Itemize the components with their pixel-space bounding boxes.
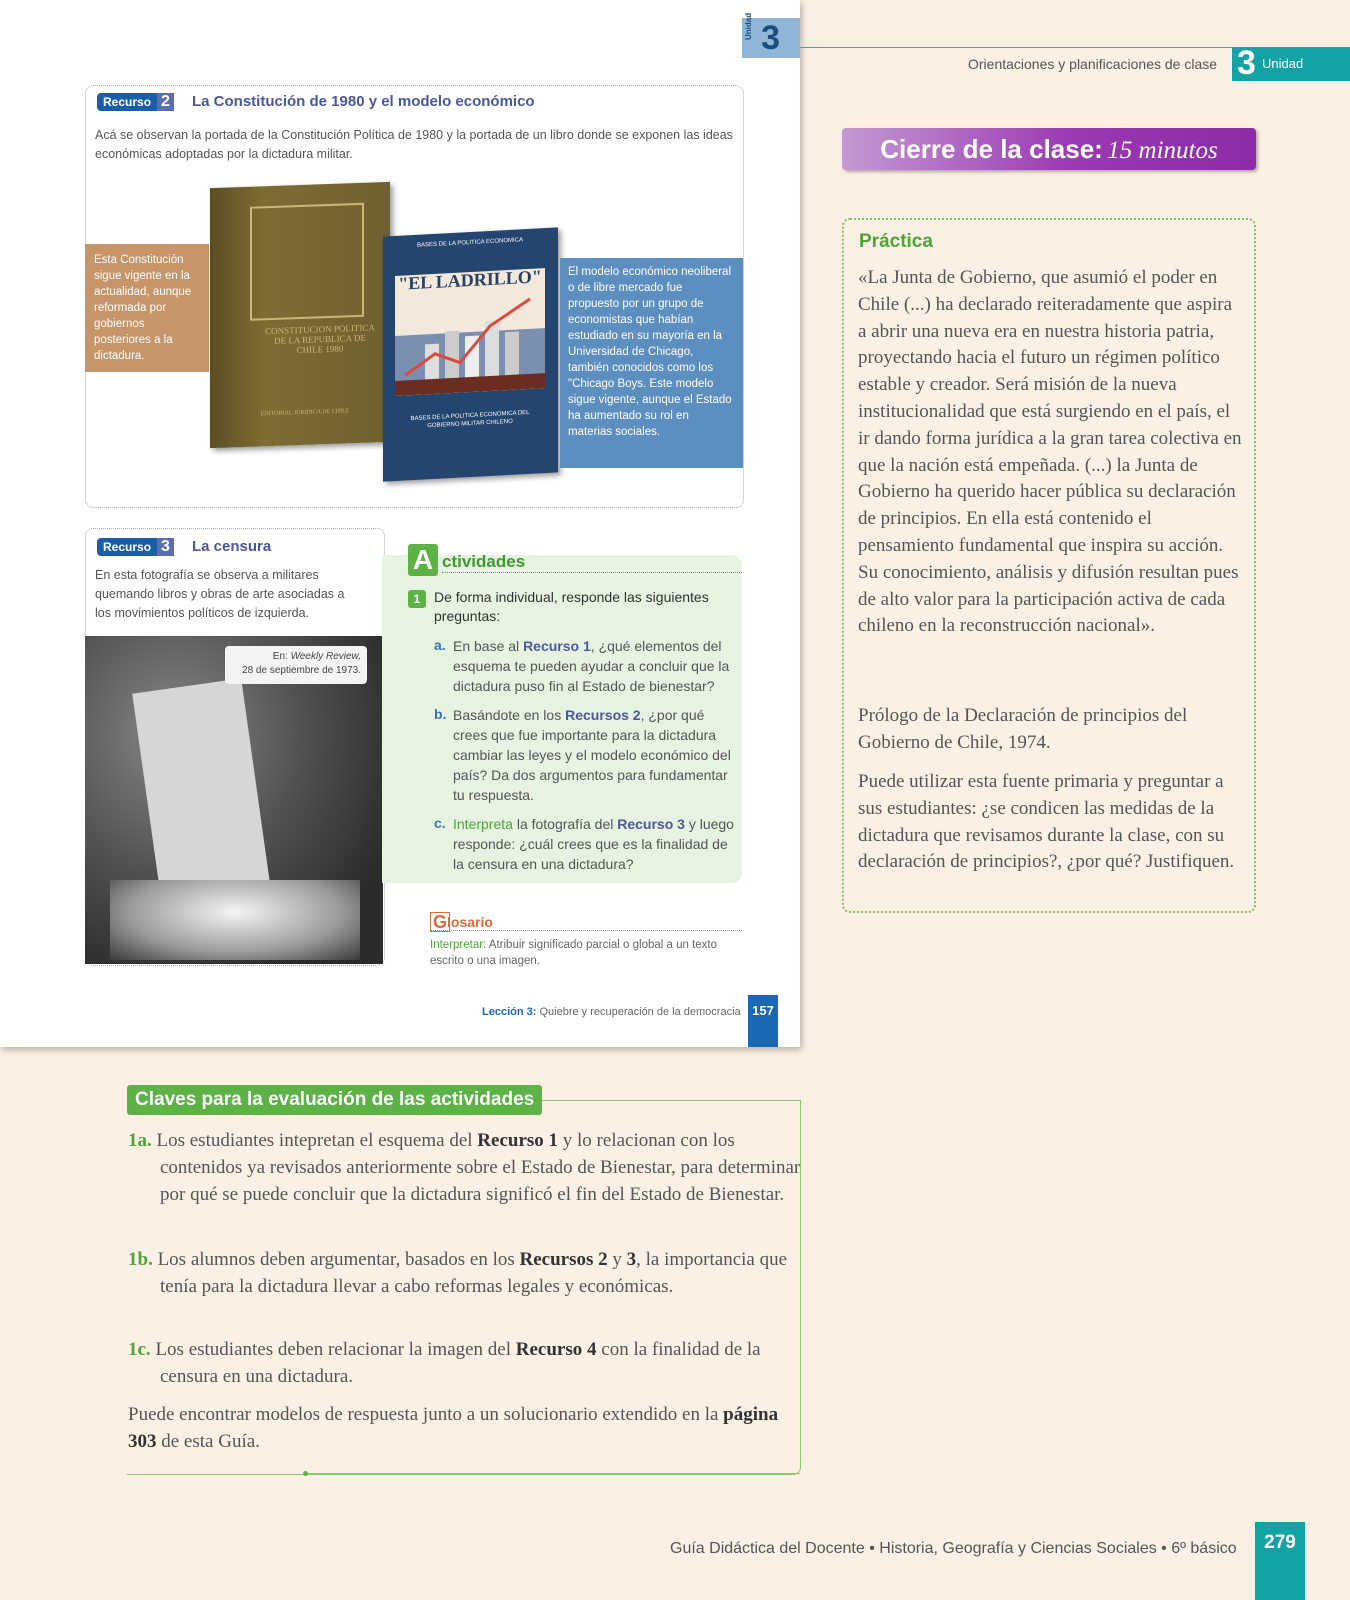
recurso-number: 2: [157, 93, 174, 111]
activities-letter-icon: A: [408, 544, 438, 576]
sub-question-b: Basándote en los Recursos 2, ¿por qué crees que fue importante para la dictadura cambiar las leyes y el modelo económico del país? Da dos argumentos para fundamentar tu respuesta.: [453, 707, 731, 803]
claves-bottom-rule: [305, 1473, 800, 1474]
question-text: De forma individual, responde las siguientes preguntas:: [434, 589, 709, 624]
photo-caption-prefix: En:: [272, 651, 291, 662]
lesson-label: Lección 3:: [482, 1006, 537, 1018]
recurso-tag: Recurso: [97, 93, 157, 111]
student-page-image: [0, 0, 800, 1047]
constitution-callout: Esta Constitución sigue vigente en la actualidad, aunque reformada por gobiernos posteriores a la dictadura.: [85, 244, 209, 372]
student-page-number: 157: [748, 995, 778, 1047]
sub-letter-c: c.: [434, 815, 446, 831]
glossary-divider: [430, 930, 742, 932]
constitution-book-publisher: EDITORIAL JURIDICA DE CHILE: [260, 408, 350, 418]
unit-tab-label: Unidad: [744, 12, 753, 40]
glossary-definition: Atribuir significado parcial o global a un texto escrito o una imagen.: [430, 939, 718, 967]
unit-badge: [1232, 44, 1350, 82]
recurso-3-title: La censura: [192, 538, 272, 555]
practica-source: Prólogo de la Declaración de principios del Gobierno de Chile, 1974.: [858, 705, 1188, 753]
guide-page-number: 279: [1255, 1522, 1305, 1600]
constitution-book-title: CONSTITUCION POLITICA DE LA REPUBLICA DE CHILE 1980: [265, 322, 375, 356]
activities-divider: [442, 572, 742, 573]
lesson-footer: [482, 1006, 741, 1018]
cierre-banner: [842, 128, 1256, 170]
claves-title: Claves para la evaluación de las actividades: [127, 1085, 542, 1115]
glossary-term: Interpretar:: [430, 939, 487, 951]
photo-caption: [225, 646, 367, 684]
unit-tab: [742, 12, 800, 58]
practica-quote: «La Junta de Gobierno, que asumió el poder en Chile (...) ha declarado reiteradamente que aspira a abrir una nueva era en nuestra historia patria, proyectando hacia el futuro un régimen político estable y creador. Será misión de la nueva institucionalidad que está surgiendo en el país, el ir dando forma jurídica a la gran tarea colectiva en que la nación está empeñada. (...) la Junta de Gobierno ha querido hacer pública su declaración de principios. En ella está contenido el pensamiento fundamental que inspira su acción. Su conocimiento, análisis y difusión resultan pues de alto valor para la participación activa de cada chileno en la reconstrucción nacional».: [858, 267, 1242, 637]
practica-title: Práctica: [859, 231, 933, 252]
glossary-entry: [430, 937, 750, 969]
glossary-title: losario: [447, 914, 493, 930]
el-ladrillo-subtitle: BASES DE LA POLITICA ECONOMICA DEL GOBIERNO MILITAR CHILENO: [410, 409, 530, 430]
photo-caption-source: Weekly Review,: [290, 651, 361, 662]
economic-model-callout: El modelo económico neoliberal o de libre mercado fue propuesto por un grupo de economistas que habían estudiado en su mayoría en la Universidad de Chicago, también conocidos como los "Chicago Boys. Este modelo sigue vigente, aunque el Estado ha aumentado su rol en materias sociales.: [560, 258, 743, 468]
recurso-tag: Recurso: [97, 538, 157, 556]
recurso-2-description: Acá se observan la portada de la Constitución Política de 1980 y la portada de un libro donde se exponen las ideas económicas adoptadas por la dictadura militar.: [95, 128, 733, 161]
el-ladrillo-title: "EL LADRILLO": [398, 266, 542, 294]
cierre-label: Cierre de la clase:: [880, 134, 1103, 164]
answer-1b: 1b. Los alumnos deben argumentar, basados en los Recursos 2 y 3, la importancia que tenía para la dictadura llevar a cabo reformas legales y económicas.: [128, 1249, 788, 1297]
recurso-2-title: La Constitución de 1980 y el modelo económico: [192, 93, 535, 110]
answer-1a: 1a. Los estudiantes intepretan el esquema del Recurso 1 y lo relacionan con los contenidos ya revisados anteriormente sobre el Estado de Bienestar, para determinar por qué se puede concluir que la dictadura significó el fin del Estado de Bienestar.: [128, 1130, 801, 1205]
answer-1c: 1c. Los estudiantes deben relacionar la imagen del Recurso 4 con la finalidad de la censura en una dictadura.: [128, 1339, 761, 1387]
glossary-letter-icon: G: [430, 912, 450, 932]
photo-caption-date: 28 de septiembre de 1973.: [242, 665, 361, 676]
sub-question-a: En base al Recurso 1, ¿qué elementos del esquema te pueden ayudar a concluir que la dictadura puso fin al Estado de bienestar?: [453, 638, 730, 694]
practica-suggestion: Puede utilizar esta fuente primaria y preguntar a sus estudiantes: ¿se condicen las medidas de la dictadura que revisamos durante la clase, con su declaración de principios?, ¿por qué? Justifiquen.: [858, 771, 1235, 873]
cierre-time: 15 minutos: [1107, 137, 1218, 164]
el-ladrillo-top-text: BASES DE LA POLITICA ECONOMICA: [416, 237, 524, 249]
sub-question-c: Interpreta la fotografía del Recurso 3 y luego responde: ¿cuál crees que es la finalidad de la censura en una dictadura?: [453, 816, 734, 872]
coat-of-arms-frame: [250, 203, 364, 321]
recurso-number: 3: [157, 538, 174, 556]
claves-closing: Puede encontrar modelos de respuesta junto a un solucionario extendido en la página 303 de esta Guía.: [128, 1404, 779, 1452]
claves-dot: [303, 1471, 308, 1476]
recurso-3-description: En esta fotografía se observa a militares quemando libros y obras de arte asociadas a los movimientos políticos de izquierda.: [95, 568, 345, 620]
photo-burning-books: [110, 880, 360, 960]
el-ladrillo-book-cover: [383, 227, 558, 481]
recurso-3-header: [97, 538, 174, 556]
activities-title: ctividades: [442, 552, 526, 571]
sub-letter-a: a.: [434, 637, 446, 653]
recurso-2-header: [97, 93, 174, 111]
claves-top-rule: [522, 1100, 800, 1101]
guide-footer: Guía Didáctica del Docente • Historia, Geografía y Ciencias Sociales • 6º básico: [670, 1540, 1237, 1557]
lesson-title: Quiebre y recuperación de la democracia: [536, 1006, 741, 1018]
header-title: Orientaciones y planificaciones de clase: [968, 56, 1218, 72]
unit-badge-label: Unidad: [1262, 56, 1304, 71]
question-number: 1: [408, 590, 426, 608]
unit-badge-number: 3: [1237, 44, 1256, 82]
sub-letter-b: b.: [434, 706, 447, 722]
unit-tab-number: 3: [761, 19, 780, 57]
constitution-book-cover: [210, 182, 390, 448]
